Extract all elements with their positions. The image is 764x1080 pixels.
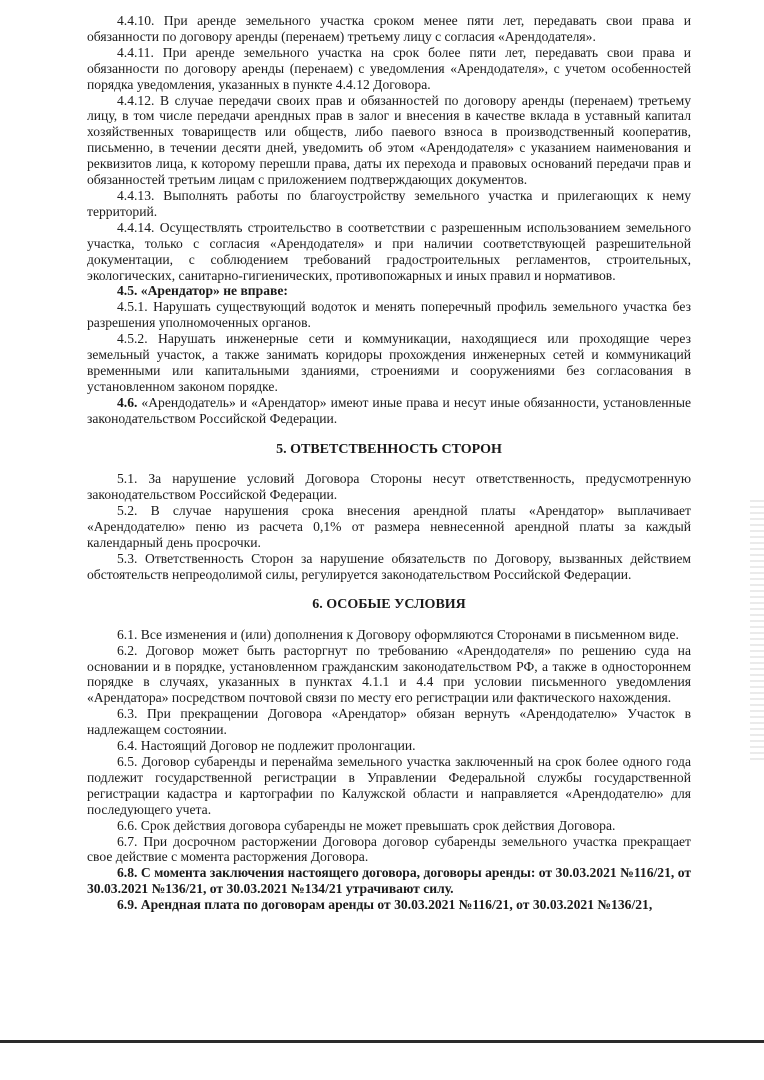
clause-5-3: 5.3. Ответственность Сторон за нарушение обязательств по Договору, вызванных действием обстоятельств непреодолимой силы, регулируется законодательством Российской Федерации. xyxy=(87,551,691,582)
clause-6-1: 6.1. Все изменения и (или) дополнения к Договору оформляются Сторонами в письменном виде. xyxy=(117,626,679,642)
clause-6-4: 6.4. Настоящий Договор не подлежит пролонгации. xyxy=(117,738,416,754)
clause-6-2: 6.2. Договор может быть расторгнут по требованию «Арендодателя» по решению суда на основании и в порядке, установленном гражданским законодательством РФ, а также в одностороннем порядке в случаях, указанных в пунктах 4.1.1 и 4.4 при условии письменного уведомления «Арендатора» посредством почтовой связи по месту его регистрации или фактического нахождения. xyxy=(87,642,691,706)
clause-4-4-14: 4.4.14. Осуществлять строительство в соответствии с разрешенным использованием земельного участка, только с согласия «Арендодателя» и при наличии соответствующей разрешительной документации, с соблюдением требований градостроительных регламентов, строительных, экологических, санитарно-гигиенических, противопожарных и иных правил и нормативов. xyxy=(87,219,691,283)
scan-edge-artifact xyxy=(750,500,764,760)
clause-4-6-number: 4.6. xyxy=(117,394,138,410)
clause-4-4-13: 4.4.13. Выполнять работы по благоустройству земельного участка и прилегающих к нему территорий. xyxy=(87,187,691,219)
clause-6-7: 6.7. При досрочном расторжении Договора договор субаренды земельного участка прекращает свое действие с момента расторжения Договора. xyxy=(87,833,691,865)
clause-4-5-title: 4.5. «Арендатор» не вправе: xyxy=(117,283,288,299)
clause-6-5: 6.5. Договор субаренды и перенайма земельного участка заключенный на срок более одного года подлежит государственной регистрации в Управлении Федеральной службы государственной регистрации кадастра и картографии по Калужской области и направляется «Арендодателю» для последующего учета. xyxy=(87,753,691,817)
clause-4-4-12: 4.4.12. В случае передачи своих прав и обязанностей по договору аренды (перенаем) третьему лицу, в том числе передачи арендных прав в залог и внесения в качестве вклада в уставный капитал хозяйственных товариществ или обществ, либо паевого взноса в производственный кооператив, письменно, в течении десяти дней, уведомить об этом «Арендодателя» с указанием наименования и реквизитов лица, к которому перешли права, даты их перехода и правовых оснований передачи прав и обязанностей третьим лицам с приложением подтверждающих документов. xyxy=(87,92,691,188)
clause-4-4-11: 4.4.11. При аренде земельного участка на срок более пяти лет, передавать свои права и обязанности по договору аренды (перенаем) с уведомления «Арендодателя», с учетом особенностей порядка уведомления, указанных в пункте 4.4.12 Договора. xyxy=(87,44,691,92)
clause-4-6 xyxy=(87,395,691,427)
clause-4-5-1: 4.5.1. Нарушать существующий водоток и менять поперечный профиль земельного участка без разрешения уполномоченных органов. xyxy=(87,299,691,331)
clause-4-5-2: 4.5.2. Нарушать инженерные сети и коммуникации, находящиеся или проходящие через земельный участок, а также занимать коридоры прохождения инженерных сетей и коммуникаций временными или капитальными зданиями, строениями и сооружениями без согласования в установленном законом порядке. xyxy=(87,331,691,394)
section-6-heading: 6. ОСОБЫЕ УСЛОВИЯ xyxy=(312,596,466,612)
clause-6-3: 6.3. При прекращении Договора «Арендатор» обязан вернуть «Арендодателю» Участок в надлежащем состоянии. xyxy=(87,706,691,738)
clause-4-4-10: 4.4.10. При аренде земельного участка сроком менее пяти лет, передавать свои права и обязанности по договору аренды (перенаем) третьему лицу с согласия «Арендодателя». xyxy=(87,13,691,44)
document-page xyxy=(87,13,691,913)
clause-6-8: 6.8. С момента заключения настоящего договора, договоры аренды: от 30.03.2021 №116/21, от 30.03.2021 №136/21, от 30.03.2021 №134/21 утрачивают силу. xyxy=(87,865,691,897)
clause-5-2: 5.2. В случае нарушения срока внесения арендной платы «Арендатор» выплачивает «Арендодателю» пеню из расчета 0,1% от размера невнесенной арендной платы за каждый календарный день просрочки. xyxy=(87,503,691,551)
scan-bottom-edge xyxy=(0,1040,764,1043)
clause-5-1: 5.1. За нарушение условий Договора Стороны несут ответственность, предусмотренную законодательством Российской Федерации. xyxy=(87,471,691,503)
clause-4-6-text: «Арендодатель» и «Арендатор» имеют иные права и несут иные обязанности, установленные законодательством Российской Федерации. xyxy=(87,394,691,426)
section-5-heading: 5. ОТВЕТСТВЕННОСТЬ СТОРОН xyxy=(276,441,502,457)
clause-6-9: 6.9. Арендная плата по договорам аренды от 30.03.2021 №116/21, от 30.03.2021 №136/21, xyxy=(117,897,653,913)
clause-6-6: 6.6. Срок действия договора субаренды не может превышать срок действия Договора. xyxy=(117,817,616,833)
